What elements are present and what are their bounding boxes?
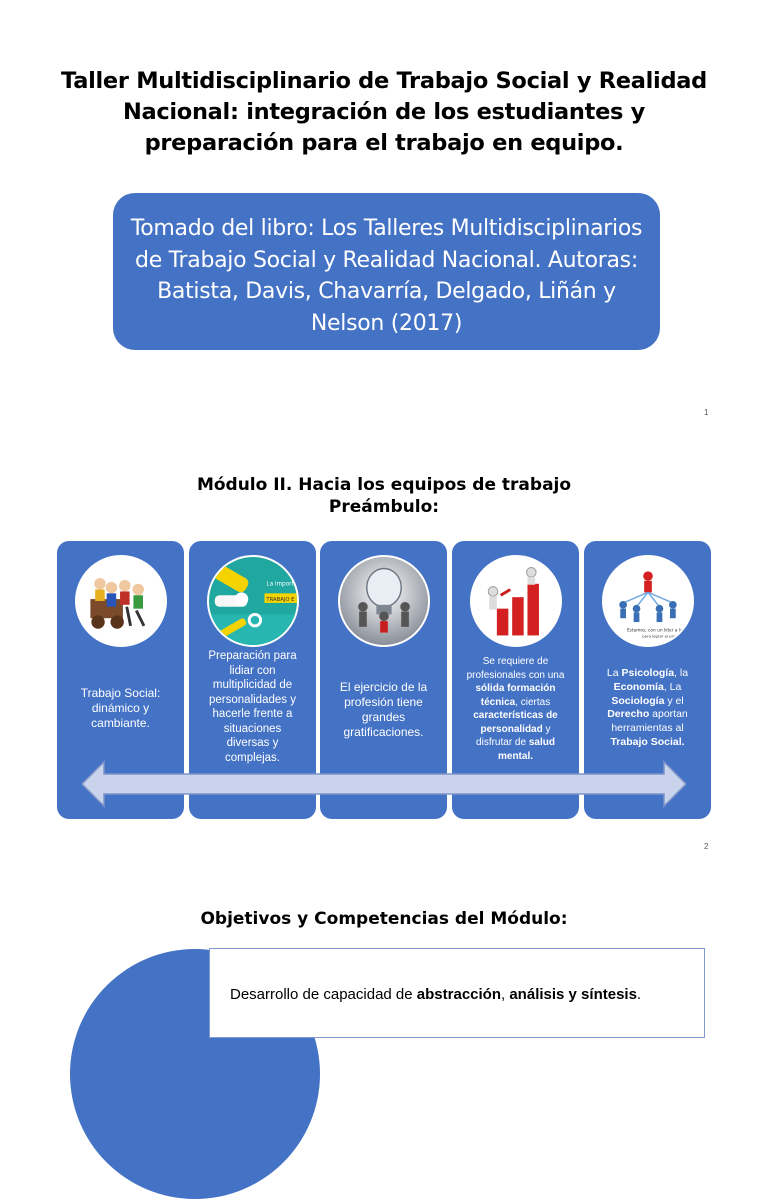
card-2-line: diversas y: [226, 737, 279, 749]
objective-separator: ,: [501, 986, 510, 1003]
module-title-line1: Módulo II. Hacia los equipos de trabajo: [196, 475, 572, 495]
objective-text: [230, 986, 700, 1003]
card-4-text-segment: profesionales con una: [466, 669, 565, 681]
card-1-line: cambiante.: [91, 716, 150, 730]
card-2-line: multiplicidad de: [212, 679, 293, 691]
objective-analysis-synthesis: análisis y síntesis: [509, 986, 637, 1003]
card-4-line: [458, 682, 573, 696]
card-5-text-segment: Trabajo Social.: [610, 735, 685, 748]
card-5-text-segment: La: [606, 667, 622, 679]
card-5-text: [590, 667, 705, 750]
figure-climbing-bar-chart-icon: [470, 555, 562, 647]
card-4-text-segment: características de: [473, 710, 558, 721]
card-3-line: profesión tiene: [344, 695, 423, 709]
card-5-image-caption: Estamos, con un líder a la cab: [626, 628, 692, 634]
card-1-line: Trabajo Social:: [80, 686, 161, 700]
card-4-text-segment: salud: [528, 737, 555, 748]
card-1-text: [63, 686, 178, 731]
objectives-title: Objetivos y Competencias del Módulo:: [200, 909, 568, 929]
card-4-line: [458, 723, 573, 737]
page-number-1: 1: [704, 408, 709, 417]
card-4-text-segment: , ciertas: [515, 696, 551, 708]
card-5-text-segment: , La: [663, 680, 682, 693]
card-2-line: personalidades y: [209, 693, 296, 706]
card-4-line: [458, 655, 573, 669]
card-5-text-segment: , la: [674, 667, 689, 679]
card-4-text-segment: técnica: [480, 696, 516, 708]
objective-suffix: .: [636, 986, 642, 1003]
card-2-line: lidiar con: [229, 664, 276, 677]
card-5-line: [590, 695, 705, 709]
card-5-line: [590, 708, 705, 722]
card-2-image-caption2: TRABAJO E: [265, 597, 294, 603]
objective-prefix: Desarrollo de capacidad de: [230, 986, 417, 1003]
card-4-text-segment: personalidad: [480, 723, 543, 735]
card-4-text-segment: sólida formación: [475, 683, 556, 694]
card-5-text-segment: Sociología: [611, 694, 665, 707]
card-4-line: [458, 696, 573, 710]
card-4-text-segment: Se requiere de: [482, 656, 549, 667]
people-pushing-cart-icon: [75, 555, 167, 647]
card-2-image-caption: La importa: [265, 581, 297, 588]
card-4-line: [458, 736, 573, 750]
page-number-2: 2: [704, 842, 709, 851]
card-3-line: gratificaciones.: [343, 725, 424, 739]
objective-abstraction: abstracción: [416, 986, 501, 1003]
double-arrow: [80, 760, 688, 808]
card-2-line: Preparación para: [208, 650, 297, 662]
book-reference-box: Tomado del libro: Los Talleres Multidisciplinarios de Trabajo Social y Realidad Nacional. Autoras: Batista, Davis, Chavarría, Delgado, Liñán y Nelson (2017): [113, 193, 660, 350]
team-network-icon: [602, 555, 694, 647]
card-4-line: [458, 709, 573, 723]
card-5-text-segment: herramientas al: [611, 722, 684, 735]
card-3-line: grandes: [361, 710, 406, 724]
card-4-text: [458, 655, 573, 763]
card-3-line: El ejercicio de la: [339, 680, 428, 694]
card-2-line: complejas.: [225, 751, 280, 764]
card-5-text-segment: Economía: [613, 680, 664, 693]
card-2-text: [195, 649, 310, 765]
card-5-line: [590, 667, 705, 681]
card-5-text-segment: y el: [664, 694, 684, 707]
people-lifting-lightbulb-icon: [338, 555, 430, 647]
slide1-title: Taller Multidisciplinario de Trabajo Social y Realidad Nacional: integración de los estudiantes y preparación para el trabajo en equipo.: [61, 68, 707, 156]
card-4-text-segment: mental.: [497, 750, 533, 762]
card-5-text-segment: aportan: [649, 708, 688, 721]
hand-teamwork-icon: [207, 555, 299, 647]
module-title: [120, 474, 648, 518]
module-title-line2: Preámbulo:: [328, 497, 440, 517]
card-5-text-segment: Derecho: [607, 708, 650, 721]
card-5-line: [590, 681, 705, 695]
card-5-line: [590, 722, 705, 736]
card-4-text-segment: disfrutar de: [476, 737, 529, 748]
card-2-line: hacerle frente a: [212, 708, 293, 720]
card-5-line: [590, 736, 705, 750]
card-2-line: situaciones: [223, 722, 282, 735]
card-5-image-caption2: para lograr el proyecto: [641, 633, 686, 639]
card-1-line: dinámico y: [91, 701, 150, 715]
card-3-text: [326, 680, 441, 740]
card-4-text-segment: y: [542, 723, 551, 735]
card-4-line: [458, 669, 573, 683]
card-5-text-segment: Psicología: [621, 667, 675, 679]
